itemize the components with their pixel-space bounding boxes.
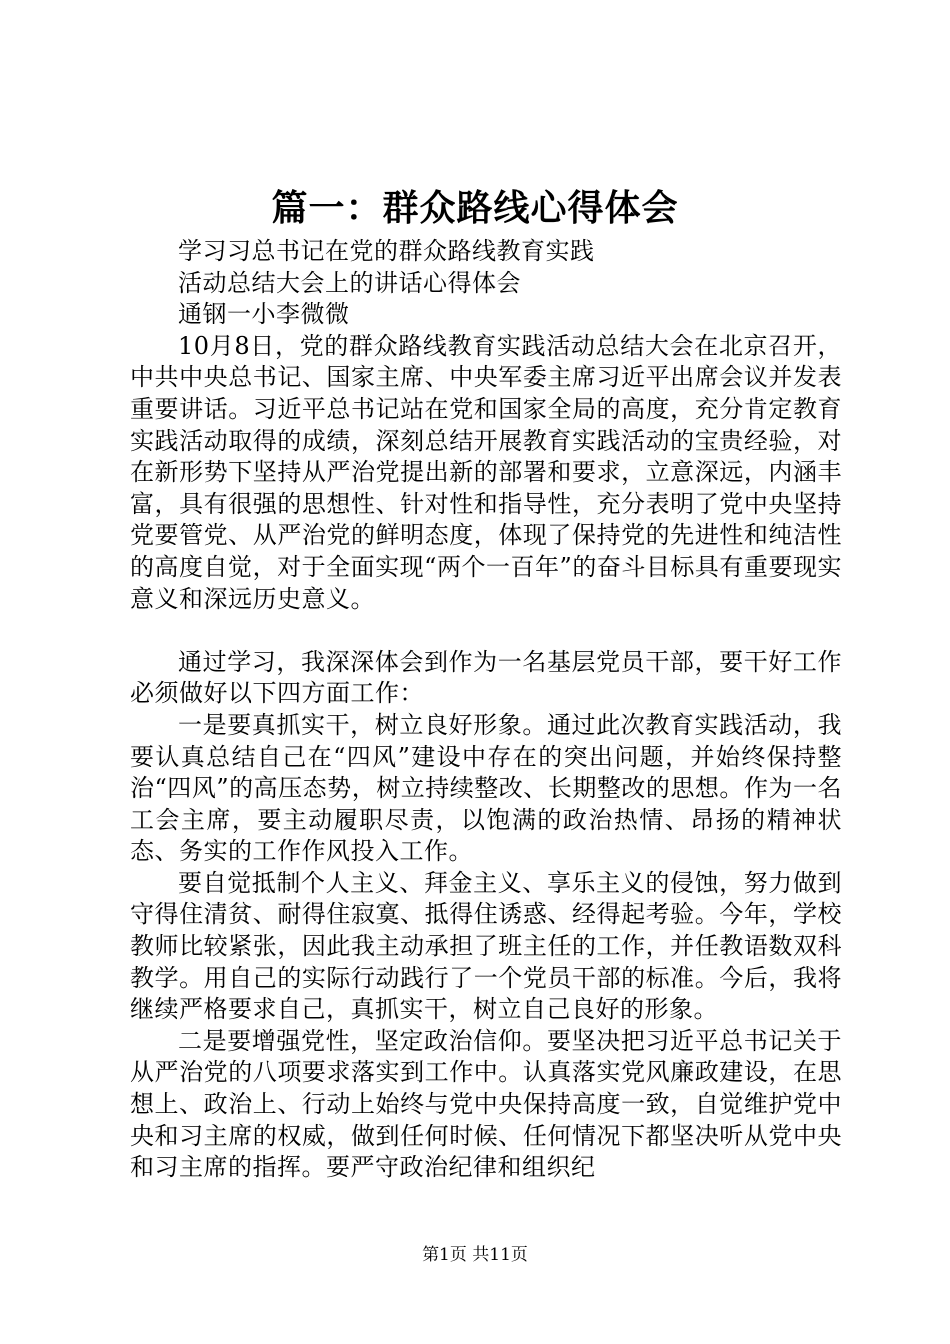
author-line: 通钢一小李微微 <box>178 300 350 329</box>
document-title: 篇一：群众路线心得体会 <box>271 188 679 229</box>
paragraph: 一是要真抓实干，树立良好形象。通过此次教育实践活动，我要认真总结自己在“四风”建设中存在的突出问题，并始终保持整治“四风”的高压态势，树立持续整改、长期整改的思想。作为一名工会主席，要主动履职尽责，以饱满的政治热情、昂扬的精神状态、务实的工作作风投入工作。 <box>130 710 842 866</box>
paragraph: 二是要增强党性，坚定政治信仰。要坚决把习近平总书记关于从严治党的八项要求落实到工作中。认真落实党风廉政建设，在思想上、政治上、行动上始终与党中央保持高度一致，自觉维护党中央和习主席的权威，做到任何时候、任何情况下都坚决听从党中央和习主席的指挥。要严守政治纪律和组织纪 <box>130 1026 842 1182</box>
page-footer: 第1页 共11页 <box>422 1245 528 1265</box>
subtitle-line-1: 学习习总书记在党的群众路线教育实践 <box>178 237 595 265</box>
paragraph: 通过学习，我深深体会到作为一名基层党员干部，要干好工作必须做好以下四方面工作： <box>130 647 842 708</box>
subtitle-line-2: 活动总结大会上的讲话心得体会 <box>178 268 521 297</box>
document-body <box>130 236 842 1184</box>
paragraph: 要自觉抵制个人主义、拜金主义、享乐主义的侵蚀，努力做到守得住清贫、耐得住寂寞、抵得住诱惑、经得起考验。今年，学校教师比较紧张，因此我主动承担了班主任的工作，并任教语数双科教学。用自己的实际行动践行了一个党员干部的标准。今后，我将继续严格要求自己，真抓实干，树立自己良好的形象。 <box>130 868 842 1024</box>
paragraph: 10月8日，党的群众路线教育实践活动总结大会在北京召开，中共中央总书记、国家主席、中央军委主席习近平出席会议并发表重要讲话。习近平总书记站在党和国家全局的高度，充分肯定教育实践活动取得的成绩，深刻总结开展教育实践活动的宝贵经验，对在新形势下坚持从严治党提出新的部署和要求，立意深远，内涵丰富，具有很强的思想性、针对性和指导性，充分表明了党中央坚持党要管党、从严治党的鲜明态度，体现了保持党的先进性和纯洁性的高度自觉，对于全面实现“两个一百年”的奋斗目标具有重要现实意义和深远历史意义。 <box>130 331 842 613</box>
